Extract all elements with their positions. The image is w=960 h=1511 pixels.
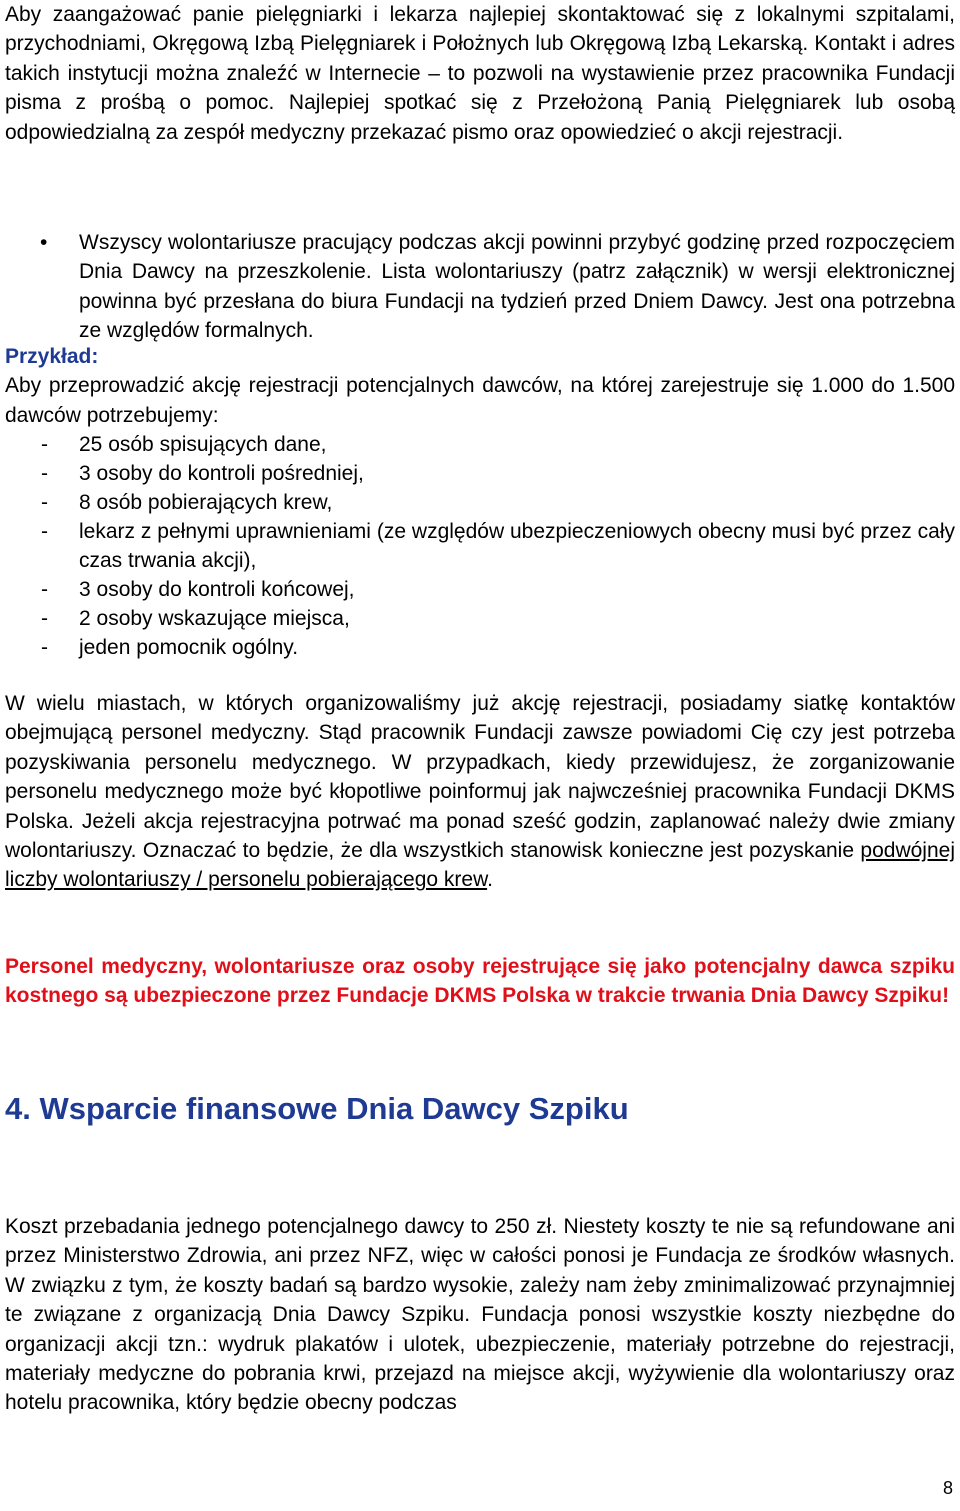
list-item: jeden pomocnik ogólny. [79,636,299,659]
page-number: 8 [942,1478,953,1498]
dash-icon: - [41,491,48,514]
intro-paragraph: Aby zaangażować panie pielęgniarki i lekarza najlepiej skontaktować się z lokalnymi szpitalami, przychodniami, Okręgową Izbą Pielęgniarek i Położnych lub Okręgową Izbą Lekarską. Kontakt i adres takich instytucji można znaleźć w Internecie – to pozwoli na wystawienie przez pracownika Fundacji pisma z prośbą o pomoc. Najlepiej spotkać się z Przełożoną Panią Pielęgniarek lub osobą odpowiedzialną za zespół medyczny przekazać pismo oraz opowiedzieć o akcji rejestracji. [5,3,955,144]
list-item: 25 osób spisujących dane, [79,433,327,456]
staffing-paragraph [5,689,955,895]
example-label: Przykład: [5,345,99,368]
list-item: 3 osoby do kontroli końcowej, [79,578,355,601]
dash-icon: - [41,607,48,630]
dash-icon: - [41,636,48,659]
dash-icon: - [41,433,48,456]
financial-paragraph: Koszt przebadania jednego potencjalnego dawcy to 250 zł. Niestety koszty te nie są refundowane ani przez Ministerstwo Zdrowia, ani przez NFZ, więc w całości ponosi je Fundacja ze środków własnych. W związku z tym, że koszty badań są bardzo wysokie, zależy nam żeby zminimalizować przynajmniej te związane z organizacją Dnia Dawcy Szpiku. Fundacja ponosi wszystkie koszty niezbędne do organizacji akcji tzn.: wydruk plakatów i ulotek, ubezpieczenie, materiały potrzebne do rejestracji, materiały medyczne do pobrania krwi, przejazd na miejsce akcji, wyżywienie dla wolontariuszy oraz hotelu pracownika, który będzie obecny podczas [5,1215,955,1415]
list-item: 8 osób pobierających krew, [79,491,333,514]
underlined-requirement: podwójnej liczby wolontariuszy / personelu pobierającego krew [5,839,955,892]
list-item: lekarz z pełnymi uprawnieniami (ze względów ubezpieczeniowych obecny musi być przez cały czas trwania akcji), [79,520,955,573]
dash-icon: - [41,520,48,543]
list-item: 2 osoby wskazujące miejsca, [79,607,350,630]
bullet-icon: • [40,231,48,254]
section-heading: 4. Wsparcie finansowe Dnia Dawcy Szpiku [5,1091,629,1126]
staffing-text: W wielu miastach, w których organizowaliśmy już akcję rejestracji, posiadamy siatkę kontaktów obejmującą personel medyczny. Stąd pracownik Fundacji zawsze powiadomi Cię czy jest potrzeba pozyskiwania personelu medycznego. W przypadkach, kiedy przewidujesz, że zorganizowanie personelu medycznego może być kłopotliwe poinformuj jak najwcześniej pracownika Fundacji DKMS Polska. Jeżeli akcja rejestracyjna potrwać ma ponad sześć godzin, zaplanować należy dwie zmiany wolontariuszy. Oznaczać to będzie, że dla wszystkich stanowisk konieczne jest pozyskanie [5,692,955,863]
dash-icon: - [41,462,48,485]
staffing-end: . [487,868,493,892]
list-item: 3 osoby do kontroli pośredniej, [79,462,364,485]
example-block [5,342,955,430]
volunteer-bullet: Wszyscy wolontariusze pracujący podczas akcji powinni przybyć godzinę przed rozpoczęciem Dnia Dawcy na przeszkolenie. Lista wolontariuszy (patrz załącznik) w wersji elektronicznej powinna być przesłana do biura Fundacji na tydzień przed Dniem Dawcy. Jest ona potrzebna ze względów formalnych. [79,231,955,343]
dash-icon: - [41,578,48,601]
insurance-notice: Personel medyczny, wolontariusze oraz osoby rejestrujące się jako potencjalny dawca szpiku kostnego są ubezpieczone przez Fundacje DKMS Polska w trakcie trwania Dnia Dawcy Szpiku! [5,955,955,1008]
example-text: Aby przeprowadzić akcję rejestracji potencjalnych dawców, na której zarejestruje się 1.000 do 1.500 dawców potrzebujemy: [5,374,955,427]
